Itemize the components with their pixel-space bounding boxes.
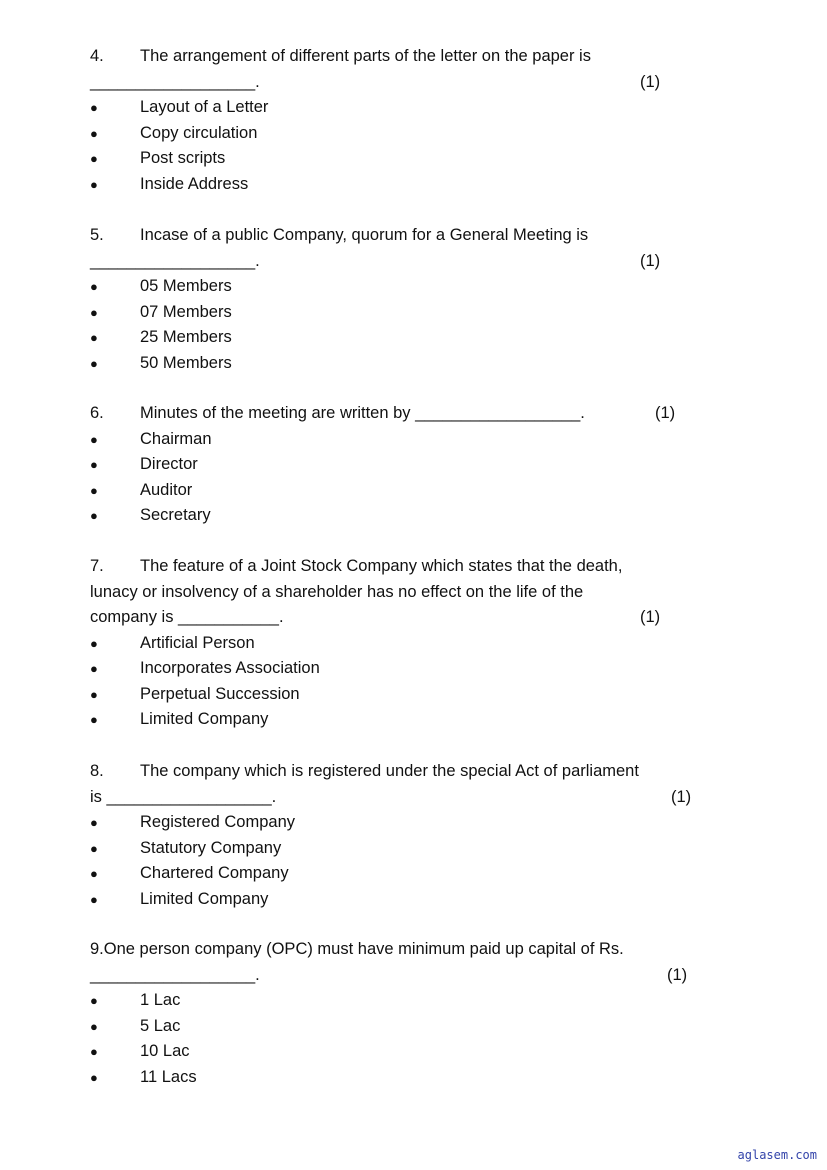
option-label: Director [140, 455, 198, 473]
bullet-icon: ● [90, 661, 98, 676]
answer-blank: __________________. [90, 251, 260, 270]
question-7 [90, 554, 730, 733]
question-4 [90, 44, 730, 197]
option-item [90, 861, 730, 887]
question-number: 9. [90, 940, 104, 958]
bullet-icon: ● [90, 508, 98, 523]
bullet-icon: ● [90, 866, 98, 881]
option-item [90, 146, 730, 172]
option-item [90, 274, 730, 300]
question-line [90, 223, 730, 249]
option-item [90, 95, 730, 121]
bullet-icon: ● [90, 815, 98, 830]
question-line [90, 785, 730, 811]
bullet-icon: ● [90, 1018, 98, 1034]
option-label: Limited Company [140, 710, 269, 728]
footer-watermark: aglasem.com [737, 1148, 817, 1162]
option-label: 07 Members [140, 302, 232, 321]
question-9 [90, 937, 730, 1090]
question-text: One person company (OPC) must have minimum paid up capital of Rs. [103, 940, 624, 958]
option-item [90, 351, 730, 377]
option-item [90, 836, 730, 862]
question-line [90, 605, 730, 631]
option-label: Perpetual Succession [140, 684, 300, 703]
question-text: company is ___________. [90, 608, 284, 626]
bullet-icon: ● [90, 176, 98, 192]
option-label: Artificial Person [140, 633, 255, 652]
question-5 [90, 223, 730, 376]
option-label: Secretary [140, 506, 211, 524]
question-text: Incase of a public Company, quorum for a General Meeting is [140, 226, 589, 244]
bullet-icon: ● [90, 431, 98, 447]
option-item [90, 1065, 730, 1091]
question-text: The feature of a Joint Stock Company which states that the death, [140, 557, 623, 575]
option-item [90, 887, 730, 913]
option-label: Inside Address [140, 174, 249, 193]
question-8 [90, 759, 730, 912]
question-line [90, 937, 730, 963]
question-line [90, 70, 730, 96]
bullet-icon: ● [90, 686, 98, 702]
option-item [90, 631, 730, 657]
option-label: Post scripts [140, 149, 226, 167]
bullet-icon: ● [90, 840, 98, 856]
question-text: lunacy or insolvency of a shareholder has no effect on the life of the [90, 582, 584, 601]
bullet-icon: ● [90, 482, 98, 498]
question-line [90, 554, 730, 580]
question-number: 6. [90, 404, 104, 422]
option-label: 1 Lac [140, 991, 181, 1009]
question-marks: (1) [640, 72, 661, 91]
option-item [90, 682, 730, 708]
bullet-icon: ● [90, 330, 98, 345]
bullet-icon: ● [90, 891, 98, 907]
option-label: 5 Lac [140, 1016, 181, 1035]
option-item [90, 121, 730, 147]
bullet-icon: ● [90, 125, 98, 141]
question-marks: (1) [671, 787, 692, 806]
option-item [90, 988, 730, 1014]
bullet-icon: ● [90, 457, 98, 472]
option-label: Auditor [140, 480, 193, 499]
bullet-icon: ● [90, 304, 98, 320]
bullet-icon: ● [90, 712, 98, 727]
question-text: Minutes of the meeting are written by __________________. [140, 404, 585, 422]
bullet-icon: ● [90, 993, 98, 1008]
option-item [90, 325, 730, 351]
question-6 [90, 401, 730, 529]
bullet-icon: ● [90, 279, 98, 294]
option-label: 05 Members [140, 277, 232, 295]
option-label: Registered Company [140, 813, 295, 831]
question-number: 4. [90, 47, 104, 65]
bullet-icon: ● [90, 100, 98, 115]
answer-blank: is __________________. [90, 787, 277, 806]
bullet-icon: ● [90, 151, 98, 166]
option-item [90, 300, 730, 326]
option-label: Limited Company [140, 889, 269, 908]
option-item [90, 427, 730, 453]
option-label: Chairman [140, 429, 212, 448]
option-item [90, 656, 730, 682]
question-marks: (1) [640, 608, 661, 626]
option-item [90, 503, 730, 529]
option-item [90, 452, 730, 478]
answer-blank: __________________. [90, 72, 260, 91]
option-label: Chartered Company [140, 864, 289, 882]
bullet-icon: ● [90, 355, 98, 371]
bullet-icon: ● [90, 635, 98, 651]
option-item [90, 810, 730, 836]
option-label: 50 Members [140, 353, 232, 372]
question-line [90, 44, 730, 70]
question-line [90, 249, 730, 275]
option-label: 25 Members [140, 328, 232, 346]
question-line [90, 580, 730, 606]
option-label: 10 Lac [140, 1042, 190, 1060]
option-label: Copy circulation [140, 123, 258, 142]
question-text: The company which is registered under the special Act of parliament [140, 762, 639, 780]
question-line [90, 401, 730, 427]
question-line [90, 963, 730, 989]
option-item [90, 1014, 730, 1040]
option-item [90, 478, 730, 504]
option-label: Statutory Company [140, 838, 282, 857]
question-number: 8. [90, 762, 104, 780]
option-item [90, 172, 730, 198]
option-label: Incorporates Association [140, 659, 320, 677]
question-marks: (1) [667, 965, 688, 984]
option-item [90, 707, 730, 733]
bullet-icon: ● [90, 1069, 98, 1085]
question-number: 5. [90, 226, 104, 244]
option-label: Layout of a Letter [140, 98, 269, 116]
question-marks: (1) [640, 251, 661, 270]
question-line [90, 759, 730, 785]
answer-blank: __________________. [90, 965, 260, 984]
question-marks: (1) [655, 404, 676, 422]
option-label: 11 Lacs [140, 1067, 197, 1086]
question-number: 7. [90, 557, 104, 575]
question-text: The arrangement of different parts of the letter on the paper is [140, 47, 591, 65]
option-item [90, 1039, 730, 1065]
bullet-icon: ● [90, 1044, 98, 1059]
